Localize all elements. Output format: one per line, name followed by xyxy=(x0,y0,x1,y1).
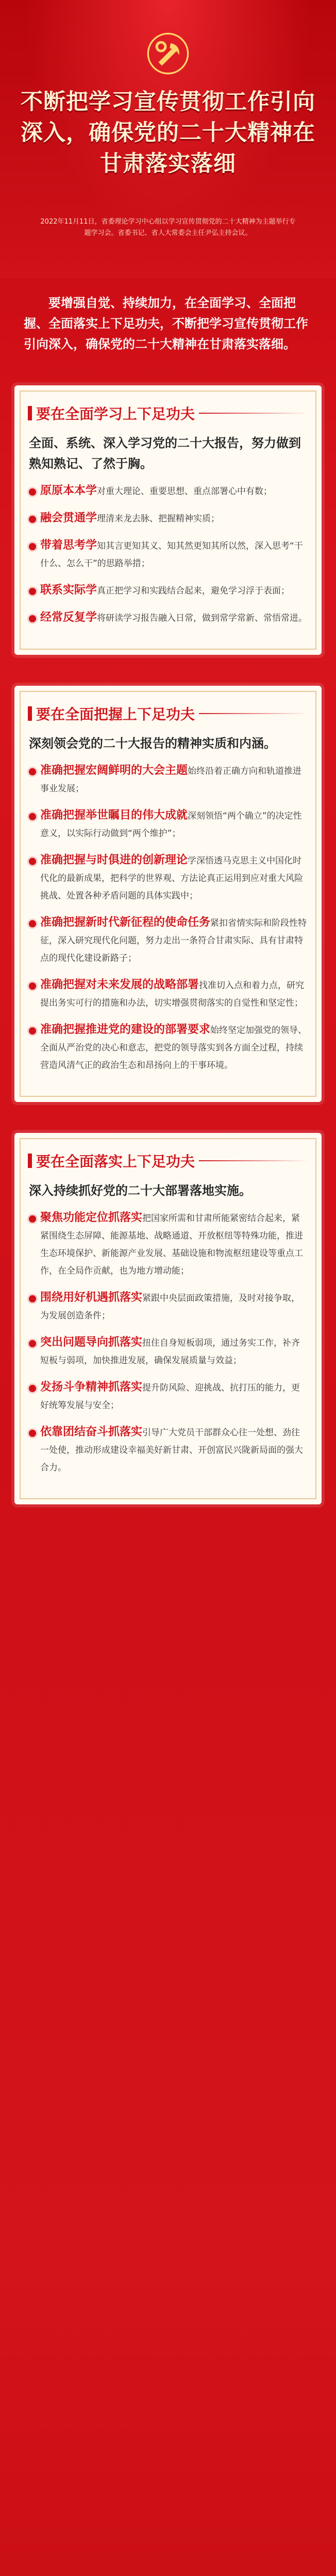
bullet-icon xyxy=(29,615,36,622)
list-item xyxy=(26,807,310,842)
bullet-icon xyxy=(29,588,36,595)
item-text: 始终沿着正确方向和轨道推进事业发展； xyxy=(40,766,302,794)
bullet-icon xyxy=(29,1027,36,1035)
item-text: 深刻领悟“两个确立”的决定性意义，以实际行动做到“两个维护”； xyxy=(40,811,302,839)
section-card-grasp xyxy=(14,686,322,1102)
list-item xyxy=(26,1021,310,1074)
heading-bar xyxy=(28,706,32,721)
item-text: 知其言更知其义、知其然更知其所以然，深入思考“干什么、怎么干”的思路举措； xyxy=(40,541,303,569)
section-lead: 全面、系统、深入学习党的二十大报告，努力做到熟知熟记、了然于胸。 xyxy=(29,436,301,471)
item-text: 学深悟透马克思主义中国化时代化的最新成果，把科学的世界观、方法论真正运用到应对重大风险挑战、处置各种矛盾问题的具体实践中； xyxy=(40,856,303,901)
heading-bar xyxy=(28,406,32,420)
item-text: 引导广大党员干部群众心往一处想、劲往一处使，推动形成建设幸福美好新甘肃、开创富民兴陇新局面的强大合力。 xyxy=(40,1428,303,1473)
bullet-icon xyxy=(29,858,36,865)
item-key: 发扬斗争精神抓落实 xyxy=(40,1381,143,1394)
item-key: 原原本本学 xyxy=(40,484,97,497)
list-item xyxy=(26,510,310,528)
section-card-study xyxy=(14,385,322,655)
list-item xyxy=(26,609,310,627)
list-item xyxy=(26,852,310,905)
item-key: 联系实际学 xyxy=(40,584,97,597)
bullet-icon xyxy=(29,488,36,496)
list-item xyxy=(26,914,310,967)
section-lead: 深刻领会党的二十大报告的精神实质和内涵。 xyxy=(29,736,276,751)
section-heading xyxy=(26,703,310,724)
heading-rule xyxy=(199,413,308,414)
section-title: 要在全面落实上下足功夫 xyxy=(36,1153,195,1170)
list-item xyxy=(26,1379,310,1414)
list-item xyxy=(26,537,310,572)
section-heading xyxy=(26,403,310,423)
item-key: 突出问题导向抓落实 xyxy=(40,1336,143,1349)
bullet-icon xyxy=(29,543,36,550)
intro-paragraph: 要增强自觉、持续加力，在全面学习、全面把握、全面落实上下足功夫，不断把学习宣传贯彻工作引向深入，确保党的二十大精神在甘肃落实落细。 xyxy=(24,296,308,351)
party-emblem-icon xyxy=(146,32,190,75)
list-item xyxy=(26,582,310,600)
section-lead: 深入持续抓好党的二十大部署落地实施。 xyxy=(29,1183,251,1198)
item-key: 准确把握对未来发展的战略部署 xyxy=(40,978,199,991)
hero-note: 2022年11月11日，省委理论学习中心组以学习宣传贯彻党的二十大精神为主题举行专题学习会。省委书记、省人大常委会主任尹弘主持会议。 xyxy=(40,218,296,237)
list-item xyxy=(26,1209,310,1280)
item-text: 始终坚定加强党的领导、全面从严治党的决心和意志，把党的领导落实到各方面全过程，持续营造风清气正的政治生态和昂扬向上的干事环境。 xyxy=(40,1025,307,1071)
bullet-icon xyxy=(29,1295,36,1302)
section-title: 要在全面学习上下足功夫 xyxy=(36,405,195,422)
bullet-icon xyxy=(29,920,36,927)
list-item xyxy=(26,1334,310,1369)
item-key: 带着思考学 xyxy=(40,539,97,552)
item-text: 将研读学习报告融入日常，做到常学常新、常悟常进。 xyxy=(97,613,308,623)
item-text: 真正把学习和实践结合起来，避免学习浮于表面； xyxy=(97,586,290,596)
item-text: 找准切入点和着力点，研究提出务实可行的措施和办法，切实增强贯彻落实的自觉性和坚定性； xyxy=(40,980,305,1008)
bullet-icon xyxy=(29,1430,36,1437)
bullet-icon xyxy=(29,768,36,775)
section-card-implement xyxy=(14,1133,322,1504)
list-item xyxy=(26,482,310,500)
heading-bar xyxy=(28,1154,32,1168)
item-key: 围绕用好机遇抓落实 xyxy=(40,1291,143,1304)
heading-rule xyxy=(199,1160,308,1161)
item-key: 准确把握新时代新征程的使命任务 xyxy=(40,916,211,929)
item-key: 准确把握推进党的建设的部署要求 xyxy=(40,1023,211,1036)
list-item xyxy=(26,1423,310,1477)
bullet-icon xyxy=(29,516,36,523)
list-item xyxy=(26,1289,310,1325)
bullet-icon xyxy=(29,813,36,820)
item-key: 聚焦功能定位抓落实 xyxy=(40,1211,143,1224)
section-heading xyxy=(26,1150,310,1171)
item-text: 紧扣省情实际和阶段性特征，深入研究现代化问题，努力走出一条符合甘肃实际、具有甘肃特点的现代化建设新路子； xyxy=(40,918,307,963)
bullet-icon xyxy=(29,1385,36,1392)
bullet-icon xyxy=(29,982,36,990)
item-text: 提升防风险、迎挑战、抗打压的能力，更好统筹发展与安全； xyxy=(40,1383,300,1411)
item-key: 准确把握宏阔鲜明的大会主题 xyxy=(40,764,188,777)
heading-rule xyxy=(199,713,308,714)
list-item xyxy=(26,976,310,1012)
item-text: 把国家所需和甘肃所能紧密结合起来，紧紧围绕生态屏障、能源基地、战略通道、开放枢纽等特殊功能，推进生态环境保护、新能源产业发展、基础设施和物流枢纽建设等重点工作，在全局作贡献，也为地方增动能； xyxy=(40,1213,303,1276)
page-title: 不断把学习宣传贯彻工作引向深入，确保党的二十大精神在甘肃落实落细 xyxy=(21,89,315,177)
item-key: 经常反复学 xyxy=(40,611,97,624)
hero-banner xyxy=(0,0,336,278)
list-item xyxy=(26,762,310,798)
bullet-icon xyxy=(29,1215,36,1223)
item-key: 依靠团结奋斗抓落实 xyxy=(40,1426,143,1438)
item-text: 紧跟中央层面政策措施，及时对接争取，为发展创造条件； xyxy=(40,1293,300,1321)
item-key: 融会贯通学 xyxy=(40,512,97,524)
item-key: 准确把握与时俱进的创新理论 xyxy=(40,854,188,867)
item-text: 扭住自身短板弱项，通过务实工作，补齐短板与弱项，加快推进发展，确保发展质量与效益； xyxy=(40,1338,300,1366)
section-title: 要在全面把握上下足功夫 xyxy=(36,706,195,723)
bullet-icon xyxy=(29,1340,36,1347)
item-text: 理清来龙去脉、把握精神实质； xyxy=(97,514,220,524)
item-text: 对重大理论、重要思想、重点部署心中有数； xyxy=(97,486,273,497)
item-key: 准确把握举世瞩目的伟大成就 xyxy=(40,809,188,822)
